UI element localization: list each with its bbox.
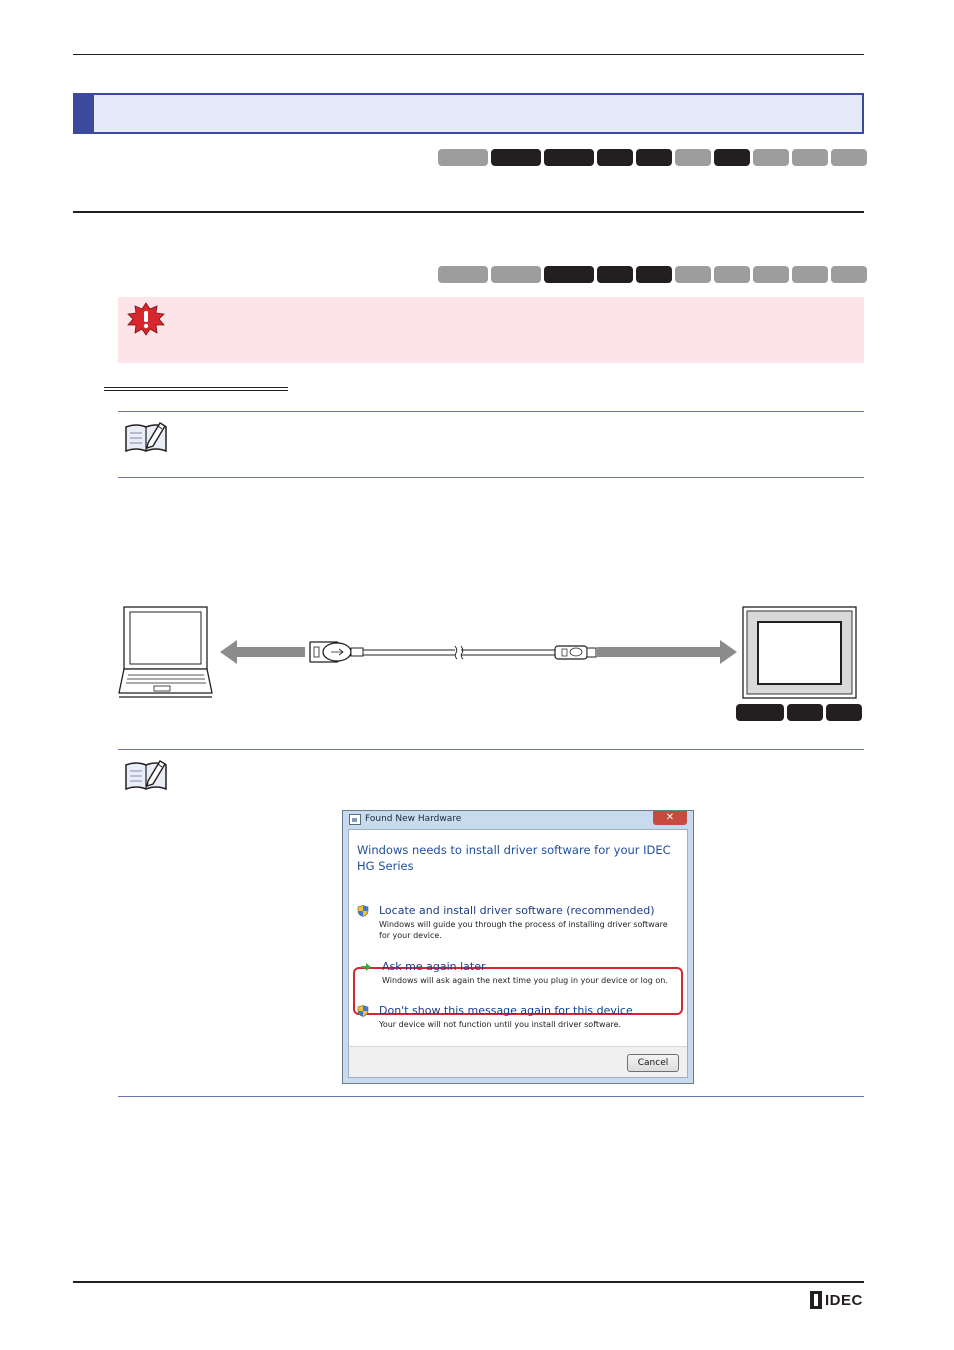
section-heading-tab [75,95,94,132]
model-pill-supported [636,266,672,283]
model-pill-supported [597,149,633,166]
option-locate-install[interactable] [357,904,677,941]
option-dont-show-again[interactable] [357,1004,677,1030]
arrow-to-pc-icon [220,640,305,664]
dialog-title: Found New Hardware [365,814,462,824]
exclamation-burst-icon [126,302,166,336]
heading-underline-bottom [104,390,288,391]
option-description: Windows will guide you through the process of installing driver software for your device. [379,920,668,940]
close-button[interactable]: ✕ [653,811,687,825]
option-ask-again-later[interactable] [360,960,680,986]
model-availability-row-2 [438,266,867,283]
arrow-to-hmi-icon [597,640,737,664]
model-pill-unsupported [491,266,541,283]
laptop-icon [119,607,212,697]
model-pill-supported [826,704,862,721]
option-title: Locate and install driver software (recommended) [379,904,655,917]
model-pill-supported [544,266,594,283]
option-description: Windows will ask again the next time you plug in your device or log on. [382,976,668,985]
option-title: Ask me again later [382,960,486,973]
model-pill-supported [544,149,594,166]
model-pill-unsupported [831,266,867,283]
model-pill-unsupported [438,266,488,283]
uac-shield-icon [357,1005,369,1017]
model-pill-unsupported [792,149,828,166]
found-new-hardware-dialog [342,810,694,1084]
model-pill-supported [736,704,784,721]
heading-underline-top [104,387,288,388]
dialog-heading: Windows needs to install driver software for your IDEC HG Series [357,843,671,873]
idec-logo-mark-icon [810,1291,822,1309]
model-pill-unsupported [675,266,711,283]
notebook-pencil-icon [124,757,168,791]
model-availability-row-3 [736,704,862,721]
dialog-footer [349,1046,687,1077]
idec-logo-text: IDEC [825,1291,863,1309]
touch-panel-icon [743,607,856,698]
model-pill-supported [636,149,672,166]
notebook-pencil-icon [124,419,168,453]
model-pill-unsupported [714,266,750,283]
header-rule [73,54,864,55]
model-pill-supported [491,149,541,166]
model-pill-unsupported [753,149,789,166]
section-heading-bar [73,93,864,134]
green-arrow-icon [360,961,372,973]
dialog-content [348,829,688,1078]
model-pill-supported [787,704,823,721]
model-pill-unsupported [438,149,488,166]
cancel-button[interactable]: Cancel [627,1054,679,1072]
model-pill-unsupported [675,149,711,166]
usb-a-connector-icon [310,642,363,662]
usb-mini-b-connector-icon [555,646,596,659]
idec-logo [810,1291,863,1309]
warning-box [118,297,864,363]
option-description: Your device will not function until you install driver software. [379,1020,622,1029]
option-title: Don't show this message again for this device [379,1004,633,1017]
model-pill-unsupported [792,266,828,283]
model-pill-supported [597,266,633,283]
footer-rule [73,1281,864,1283]
model-pill-unsupported [831,149,867,166]
model-pill-supported [714,149,750,166]
note-box-1 [118,411,864,478]
model-availability-row-1 [438,149,867,166]
uac-shield-icon [357,905,369,917]
model-pill-unsupported [753,266,789,283]
subsection-rule [73,211,864,213]
hardware-window-icon [349,814,361,825]
